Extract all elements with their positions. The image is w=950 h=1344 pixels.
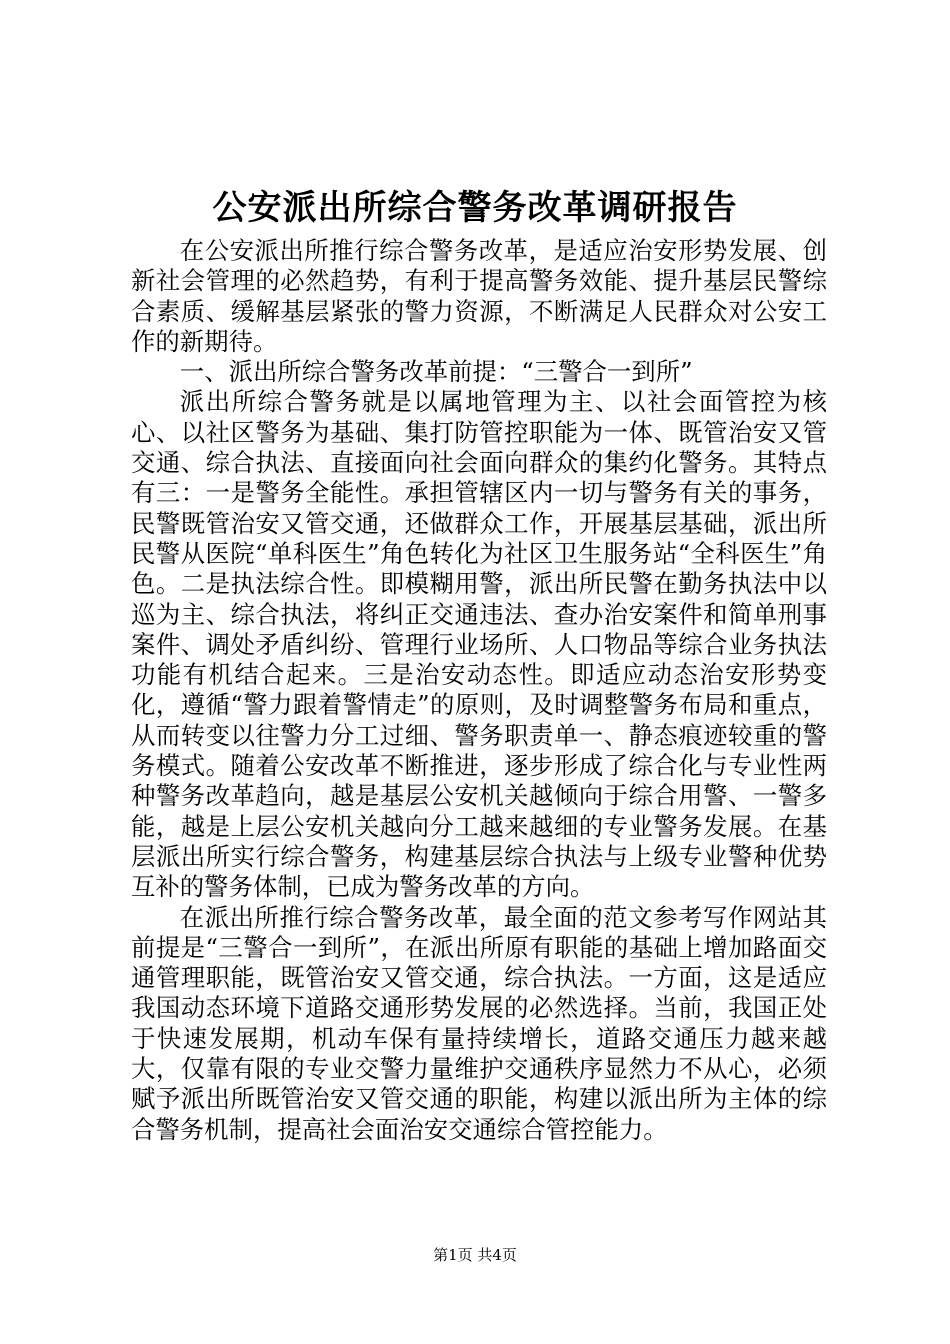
paragraph-premise: 在派出所推行综合警务改革，最全面的范文参考写作网站其前提是“三警合一到所”，在派出所原有职能的基础上增加路面交通管理职能，既管治安又管交通，综合执法。一方面，这是适应我国动态环境下道路交通形势发展的必然选择。当前，我国正处于快速发展期，机动车保有量持续增长，道路交通压力越来越大，仅靠有限的专业交警力量维护交通秩序显然力不从心，必须赋予派出所既管治安又管交通的职能，构建以派出所为主体的综合警务机制，提高社会面治安交通综合管控能力。 [131, 902, 827, 1144]
section-heading-1: 一、派出所综合警务改革前提：“三警合一到所” [179, 357, 693, 387]
document-body [131, 236, 827, 1145]
document-title: 公安派出所综合警务改革调研报告 [212, 188, 738, 228]
paragraph-intro: 在公安派出所推行综合警务改革，是适应治安形势发展、创新社会管理的必然趋势，有利于提高警务效能、提升基层民警综合素质、缓解基层紧张的警力资源，不断满足人民群众对公安工作的新期待。 [131, 236, 827, 356]
paragraph-definition: 派出所综合警务就是以属地管理为主、以社会面管控为核心、以社区警务为基础、集打防管控职能为一体、既管治安又管交通、综合执法、直接面向社会面向群众的集约化警务。其特点有三：一是警务全能性。承担管辖区内一切与警务有关的事务，民警既管治安又管交通，还做群众工作，开展基层基础，派出所民警从医院“单科医生”角色转化为社区卫生服务站“全科医生”角色。二是执法综合性。即模糊用警，派出所民警在勤务执法中以巡为主、综合执法，将纠正交通违法、查办治安案件和简单刑事案件、调处矛盾纠纷、管理行业场所、人口物品等综合业务执法功能有机结合起来。三是治安动态性。即适应动态治安形势变化，遵循“警力跟着警情走”的原则，及时调整警务布局和重点，从而转变以往警力分工过细、警务职责单一、静态痕迹较重的警务模式。随着公安改革不断推进，逐步形成了综合化与专业性两种警务改革趋向，越是基层公安机关越倾向于综合用警、一警多能，越是上层公安机关越向分工越来越细的专业警务发展。在基层派出所实行综合警务，构建基层综合执法与上级专业警种优势互补的警务体制，已成为警务改革的方向。 [131, 387, 827, 902]
page-footer: 第1页 共4页 [433, 1246, 517, 1264]
